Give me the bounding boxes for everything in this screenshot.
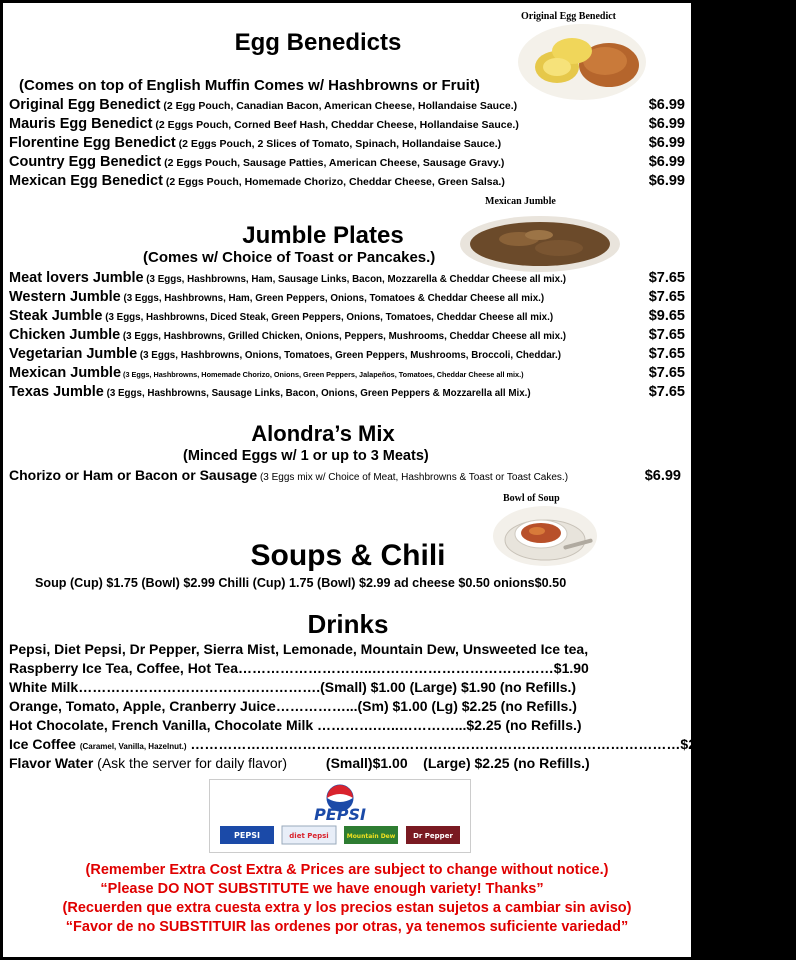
menu-page <box>3 3 796 957</box>
item-price: $6.99 <box>648 154 685 170</box>
item-price: $7.65 <box>648 346 685 362</box>
can-dr-pepper: Dr Pepper <box>413 832 453 840</box>
jumble-photo-caption: Mexican Jumble <box>485 196 556 207</box>
item-name: Original Egg Benedict <box>9 97 161 113</box>
jumble-plates-title: Jumble Plates <box>242 222 404 249</box>
flavor-water-note: (Ask the server for daily flavor) <box>97 755 288 771</box>
jumble-plates-subtitle: (Comes w/ Choice of Toast or Pancakes.) <box>143 249 436 266</box>
item-desc: (2 Egg Pouch, Canadian Bacon, American Cheese, Hollandaise Sauce.) <box>160 100 518 112</box>
can-diet-pepsi: diet Pepsi <box>289 832 329 840</box>
drinks-line-3: White Milk…………………………………………….(Small) $1.00 (Large) $1.90 (no Refills.) <box>9 679 577 695</box>
item-desc: (3 Eggs mix w/ Choice of Meat, Hashbrowns & Toast or Toast Cakes.) <box>257 472 569 483</box>
menu-item <box>9 383 685 401</box>
item-desc: (2 Eggs Pouch, Sausage Patties, American Cheese, Sausage Gravy.) <box>161 157 505 169</box>
item-desc: (2 Eggs Pouch, Corned Beef Hash, Cheddar Cheese, Hollandaise Sauce.) <box>152 119 519 131</box>
item-price: $6.99 <box>644 468 681 484</box>
flavor-water-prices: (Small)$1.00 (Large) $2.25 (no Refills.) <box>287 755 590 771</box>
item-name: Mexican Jumble <box>9 365 122 381</box>
menu-item <box>9 153 685 171</box>
item-name: Meat lovers Jumble <box>9 270 144 286</box>
item-name: Chorizo or Ham or Bacon or Sausage <box>9 467 258 483</box>
notice-no-substitute-es: “Favor de no SUBSTITUIR las ordenes por otras, ya tenemos suficiente variedad” <box>65 919 629 935</box>
item-name: Steak Jumble <box>9 308 103 324</box>
drinks-line-6 <box>9 736 796 752</box>
item-price: $6.99 <box>648 135 685 151</box>
egg-benedicts-title: Egg Benedicts <box>234 29 402 56</box>
soup-photo-caption: Bowl of Soup <box>503 493 560 504</box>
item-price: $7.65 <box>648 365 685 381</box>
can-mountain-dew: Mountain Dew <box>346 833 396 840</box>
flavor-water-name: Flavor Water <box>9 755 98 771</box>
soups-chili-title: Soups & Chili <box>250 539 446 572</box>
menu-item <box>9 115 685 133</box>
drinks-title: Drinks <box>307 609 389 639</box>
mexican-jumble-photo <box>459 215 621 273</box>
item-price: $7.65 <box>648 384 685 400</box>
drinks-line-2: Raspberry Ice Tea, Coffee, Hot Tea………………………..…………………………………$1.90 <box>9 660 589 676</box>
item-name: Florentine Egg Benedict <box>9 135 176 151</box>
can-pepsi: PEPSI <box>234 831 260 840</box>
ice-coffee-name: Ice Coffee <box>9 736 80 752</box>
drinks-line-1: Pepsi, Diet Pepsi, Dr Pepper, Sierra Mist, Lemonade, Mountain Dew, Unsweeted Ice tea, <box>9 641 589 657</box>
menu-item <box>9 326 685 344</box>
item-name: Mexican Egg Benedict <box>9 173 163 189</box>
menu-item <box>9 364 685 382</box>
item-desc: (3 Eggs, Hashbrowns, Onions, Tomatoes, Green Peppers, Mushrooms, Broccoli, Cheddar.) <box>137 350 562 361</box>
item-price: $7.65 <box>648 270 685 286</box>
item-price: $7.65 <box>648 289 685 305</box>
notice-price-change: (Remember Extra Cost Extra & Prices are subject to change without notice.) <box>85 862 609 878</box>
menu-item <box>9 288 685 306</box>
menu-item <box>9 96 685 114</box>
pepsi-banner <box>209 779 471 853</box>
item-price: $9.65 <box>648 308 685 324</box>
ice-coffee-price: ……………………………………………………………………………………………$2.25 (no Refills.) <box>186 736 796 752</box>
menu-item <box>9 345 685 363</box>
soups-prices: Soup (Cup) $1.75 (Bowl) $2.99 Chilli (Cup) 1.75 (Bowl) $2.99 ad cheese $0.50 onions$0.50 <box>35 576 567 590</box>
item-desc: (3 Eggs, Hashbrowns, Homemade Chorizo, Onions, Green Peppers, Jalapeños, Tomatoes, Cheddar Cheese all mix.) <box>121 370 524 379</box>
egg-benedicts-subtitle: (Comes on top of English Muffin Comes w/ Hashbrowns or Fruit) <box>19 77 480 94</box>
item-desc: (3 Eggs, Hashbrowns, Ham, Green Peppers, Onions, Tomatoes & Cheddar Cheese all mix.) <box>120 293 545 304</box>
menu-item <box>9 269 685 287</box>
item-price: $6.99 <box>648 97 685 113</box>
notice-price-change-es: (Recuerden que extra cuesta extra y los precios estan sujetos a cambiar sin aviso) <box>62 900 632 916</box>
notice-no-substitute: “Please DO NOT SUBSTITUTE we have enough variety! Thanks” <box>100 881 544 897</box>
menu-item <box>9 307 685 325</box>
item-price: $6.99 <box>648 173 685 189</box>
item-desc: (3 Eggs, Hashbrowns, Sausage Links, Bacon, Onions, Green Peppers & Mozzarella all Mix.) <box>103 388 531 399</box>
item-price: $7.65 <box>648 327 685 343</box>
egg-benedict-photo-caption: Original Egg Benedict <box>521 11 616 22</box>
item-name: Chicken Jumble <box>9 327 121 343</box>
menu-item <box>9 467 685 485</box>
drinks-line-5: Hot Chocolate, French Vanilla, Chocolate Milk ………….…..…………...$2.25 (no Refills.) <box>9 717 582 733</box>
drinks-line-4: Orange, Tomato, Apple, Cranberry Juice……………...(Sm) $1.00 (Lg) $2.25 (no Refills.) <box>9 698 577 714</box>
egg-benedict-photo <box>517 23 647 101</box>
item-desc: (3 Eggs, Hashbrowns, Ham, Sausage Links, Bacon, Mozzarella & Cheddar Cheese all mix.) <box>143 274 567 285</box>
item-desc: (2 Eggs Pouch, 2 Slices of Tomato, Spinach, Hollandaise Sauce.) <box>175 138 502 150</box>
item-price: $6.99 <box>648 116 685 132</box>
item-name: Western Jumble <box>9 289 121 305</box>
menu-item <box>9 172 685 190</box>
item-desc: (3 Eggs, Hashbrowns, Diced Steak, Green Peppers, Onions, Tomatoes, Cheddar Cheese all mix.) <box>102 312 554 323</box>
alondras-mix-subtitle: (Minced Eggs w/ 1 or up to 3 Meats) <box>183 448 429 464</box>
item-name: Mauris Egg Benedict <box>9 116 153 132</box>
ice-coffee-flavors: (Caramel, Vanilla, Hazelnut.) <box>79 742 187 751</box>
menu-item <box>9 134 685 152</box>
alondras-mix-title: Alondra’s Mix <box>251 421 395 446</box>
item-desc: (3 Eggs, Hashbrowns, Grilled Chicken, Onions, Peppers, Mushrooms, Cheddar Cheese all mix.) <box>120 331 567 342</box>
drinks-line-7 <box>9 755 590 771</box>
item-name: Vegetarian Jumble <box>9 346 138 362</box>
item-name: Texas Jumble <box>9 384 104 400</box>
item-desc: (2 Eggs Pouch, Homemade Chorizo, Cheddar Cheese, Green Salsa.) <box>162 176 505 188</box>
pepsi-logo-text: PEPSI <box>314 805 366 824</box>
item-name: Country Egg Benedict <box>9 154 162 170</box>
bowl-of-soup-photo <box>493 506 597 566</box>
